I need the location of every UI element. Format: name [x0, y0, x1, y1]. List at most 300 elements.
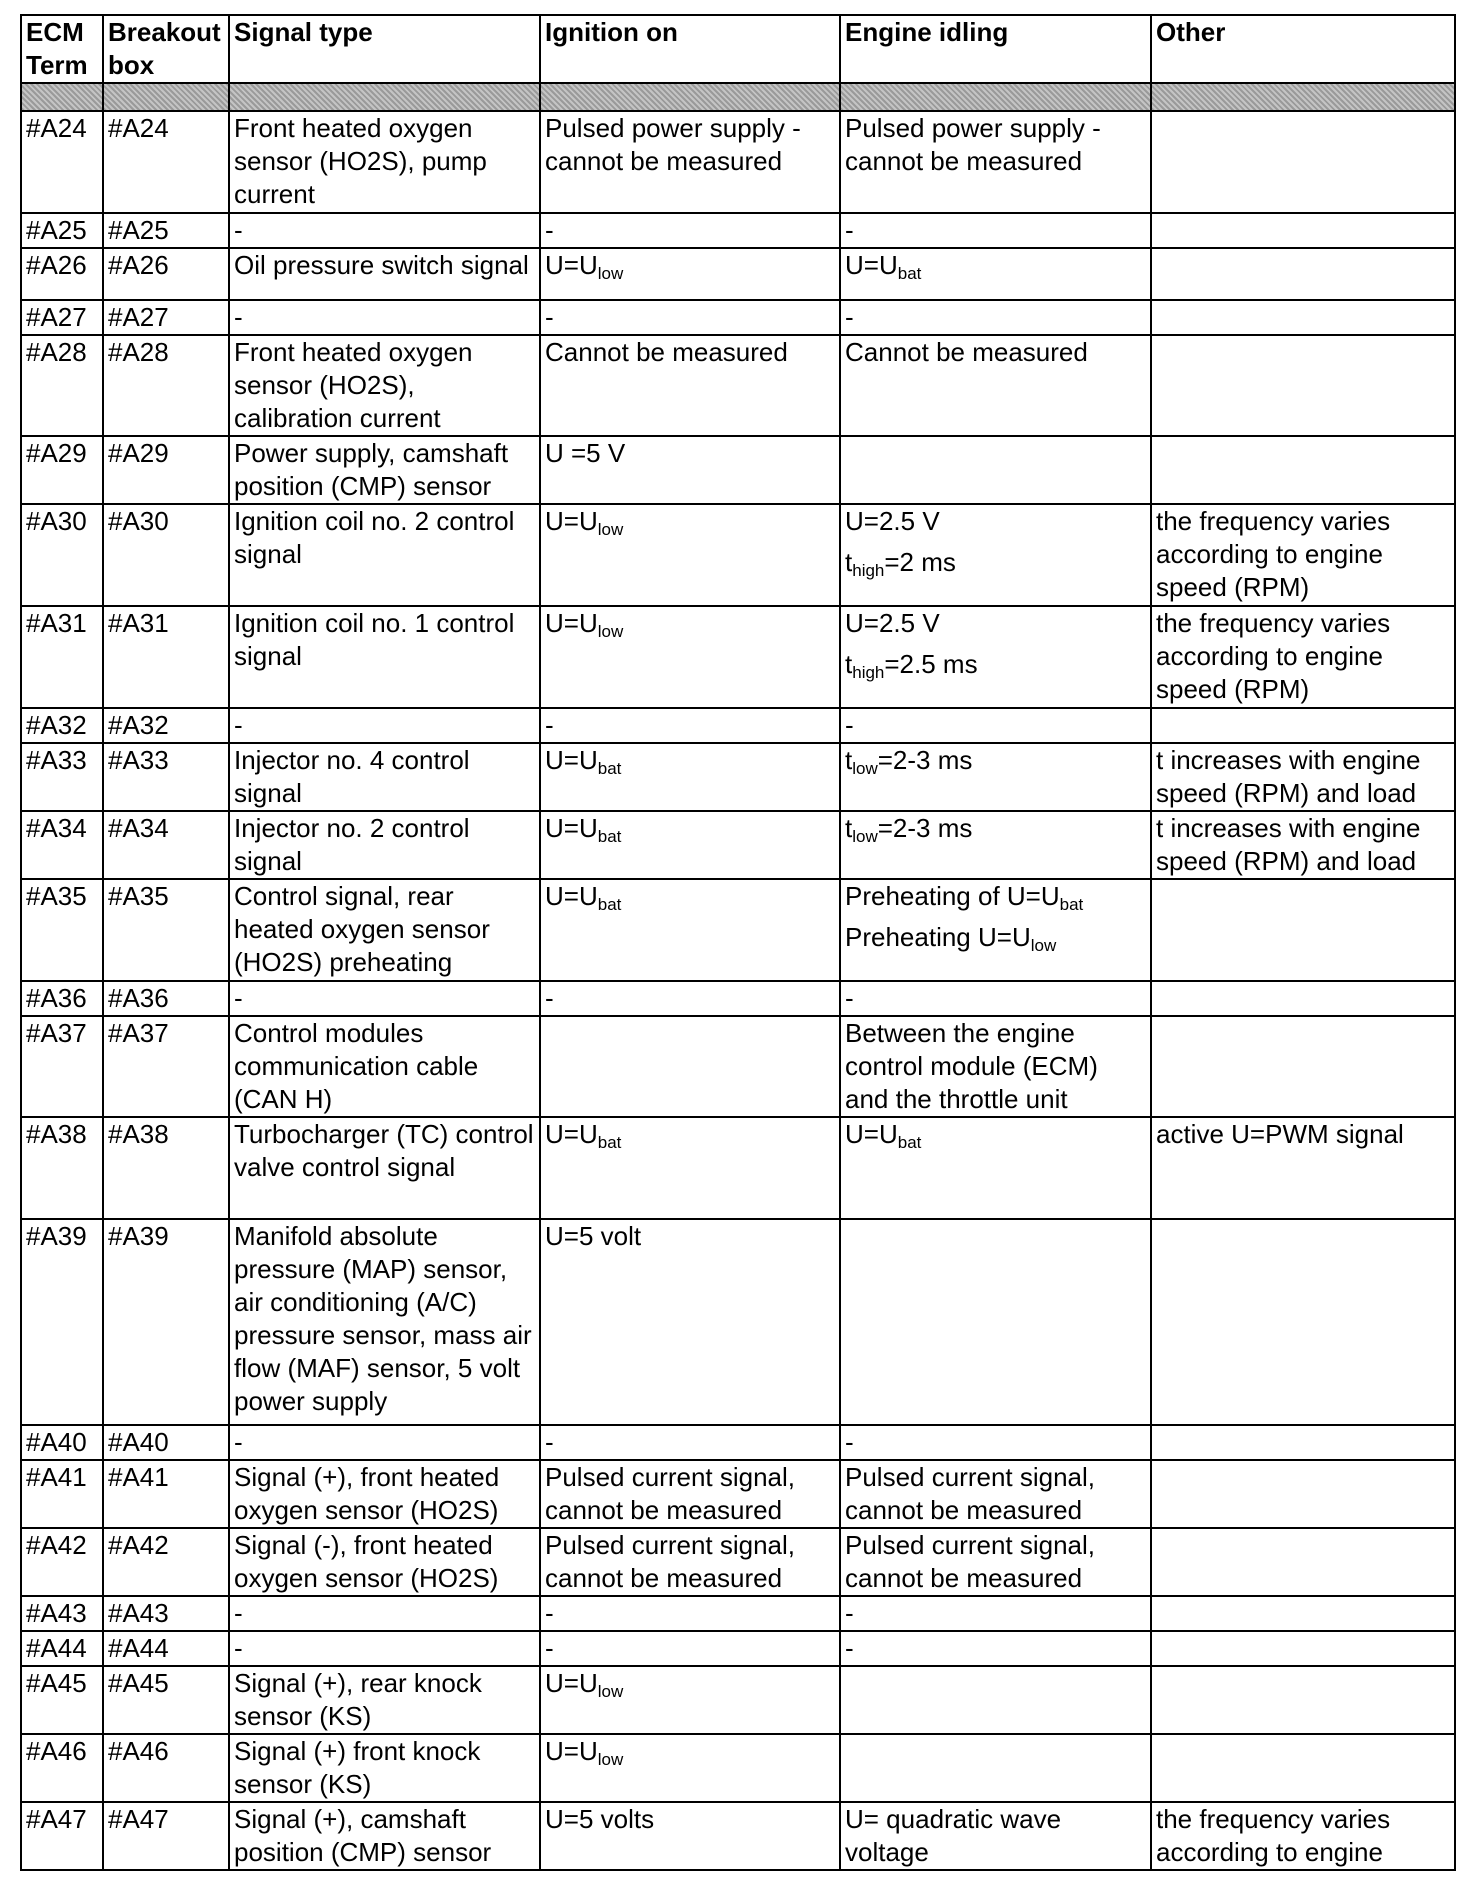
breakout-box-cell-text: #A41 [108, 1462, 169, 1492]
other-cell [1151, 1016, 1455, 1117]
engine-idling-cell [840, 111, 1151, 213]
other-cell-text: the frequency varies according to engine [1156, 1804, 1391, 1867]
signal-type-cell [229, 1596, 540, 1631]
signal-type-cell [229, 1528, 540, 1596]
other-cell [1151, 436, 1455, 504]
other-cell [1151, 504, 1455, 606]
ignition-on-cell-text: $U=U_{bat}$ [545, 745, 622, 778]
other-cell [1151, 335, 1455, 436]
ignition-on-cell [540, 708, 840, 743]
ecm-term-cell-text: #A42 [26, 1530, 87, 1560]
engine-idling-cell [840, 879, 1151, 981]
signal-type-cell-text: Signal (+), front heated oxygen sensor (HO2S) [234, 1462, 500, 1525]
breakout-box-cell [103, 708, 229, 743]
ecm-term-cell [21, 1016, 103, 1117]
signal-type-cell-text: Front heated oxygen sensor (HO2S), calibration current [234, 337, 473, 433]
table-row [21, 111, 1455, 213]
signal-type-cell-text: - [234, 710, 243, 740]
signal-type-cell-text: Signal (-), front heated oxygen sensor (HO2S) [234, 1530, 499, 1593]
table-row [21, 606, 1455, 708]
breakout-box-cell-text: #A31 [108, 608, 169, 638]
ecm-term-cell-text: #A37 [26, 1018, 87, 1048]
ecm-term-cell [21, 436, 103, 504]
ecm-term-cell-text: #A47 [26, 1804, 87, 1834]
ignition-on-cell-text: - [545, 710, 554, 740]
table-row [21, 300, 1455, 335]
ignition-on-cell [540, 1016, 840, 1117]
signal-type-cell-text: Signal (+), rear knock sensor (KS) [234, 1668, 482, 1731]
breakout-box-cell-text: #A28 [108, 337, 169, 367]
ignition-on-cell-text: Pulsed power supply - cannot be measured [545, 113, 801, 176]
other-cell [1151, 1425, 1455, 1460]
signal-type-cell-text: Control modules communication cable (CAN H) [234, 1018, 479, 1114]
ecm-term-cell [21, 1425, 103, 1460]
ecm-term-cell-text: #A34 [26, 813, 87, 843]
ecm-signal-table [20, 14, 1456, 1871]
signal-type-cell [229, 879, 540, 981]
ignition-on-cell-text: Pulsed current signal, cannot be measured [545, 1530, 796, 1593]
ecm-term-cell [21, 1117, 103, 1219]
ecm-term-cell-text: #A29 [26, 438, 87, 468]
other-cell [1151, 708, 1455, 743]
engine-idling-cell [840, 213, 1151, 248]
signal-type-cell [229, 111, 540, 213]
ecm-term-cell-text: #A32 [26, 710, 87, 740]
breakout-box-cell-text: #A40 [108, 1427, 169, 1457]
signal-type-cell-text: Injector no. 2 control signal [234, 813, 470, 876]
signal-type-cell-text: - [234, 983, 243, 1013]
ignition-on-cell [540, 879, 840, 981]
engine-idling-cell-text: U= quadratic wave voltage [845, 1804, 1062, 1867]
breakout-box-cell [103, 981, 229, 1016]
ecm-term-cell-text: #A45 [26, 1668, 87, 1698]
breakout-box-cell [103, 1631, 229, 1666]
table-row [21, 879, 1455, 981]
other-cell [1151, 1117, 1455, 1219]
ecm-term-cell-text: #A39 [26, 1221, 87, 1251]
engine-idling-cell-text: Pulsed current signal, cannot be measured [845, 1530, 1096, 1593]
engine-idling-cell [840, 1802, 1151, 1870]
engine-idling-cell-text: - [845, 1427, 854, 1457]
breakout-box-cell-text: #A30 [108, 506, 169, 536]
ecm-term-cell [21, 504, 103, 606]
ignition-on-cell [540, 1528, 840, 1596]
ignition-on-cell-text: $U=U_{bat}$ [545, 813, 622, 846]
signal-type-cell [229, 1666, 540, 1734]
table-row [21, 213, 1455, 248]
signal-type-cell-text: Oil pressure switch signal [234, 250, 529, 280]
signal-type-cell-text: Signal (+), camshaft position (CMP) sensor [234, 1804, 492, 1867]
breakout-box-cell-text: #A32 [108, 710, 169, 740]
ecm-term-cell [21, 708, 103, 743]
ecm-term-cell [21, 1802, 103, 1870]
breakout-box-cell [103, 1016, 229, 1117]
ecm-term-cell-text: #A31 [26, 608, 87, 638]
engine-idling-cell-text: $U=U_{bat}$ [845, 250, 922, 283]
engine-idling-cell-text: Between the engine control module (ECM) and the throttle unit [845, 1018, 1098, 1114]
signal-type-cell [229, 436, 540, 504]
ignition-on-cell [540, 1666, 840, 1734]
ignition-on-cell [540, 1460, 840, 1528]
ignition-on-cell-text: - [545, 983, 554, 1013]
signal-type-cell [229, 811, 540, 879]
breakout-box-cell [103, 743, 229, 811]
other-cell [1151, 213, 1455, 248]
ignition-on-cell [540, 1631, 840, 1666]
signal-type-cell-text: Front heated oxygen sensor (HO2S), pump current [234, 113, 487, 209]
header-engine-idling: Engine idling [840, 15, 1151, 83]
engine-idling-cell-text: Pulsed power supply - cannot be measured [845, 113, 1101, 176]
signal-type-cell [229, 1631, 540, 1666]
ecm-term-cell-text: #A40 [26, 1427, 87, 1457]
engine-idling-cell [840, 335, 1151, 436]
ecm-term-cell-text: #A35 [26, 881, 87, 911]
ecm-term-cell-text: #A24 [26, 113, 87, 143]
breakout-box-cell [103, 606, 229, 708]
ecm-term-cell [21, 811, 103, 879]
ignition-on-cell [540, 1117, 840, 1219]
breakout-box-cell [103, 335, 229, 436]
other-cell [1151, 300, 1455, 335]
ecm-term-cell [21, 213, 103, 248]
engine-idling-cell [840, 504, 1151, 606]
table-row [21, 436, 1455, 504]
engine-idling-cell [840, 1460, 1151, 1528]
breakout-box-cell [103, 1802, 229, 1870]
ignition-on-cell [540, 811, 840, 879]
other-cell-text: t increases with engine speed (RPM) and load [1156, 813, 1421, 876]
engine-idling-cell-text: $t_{high}=2$ ms [845, 547, 956, 580]
ignition-on-cell [540, 1425, 840, 1460]
ignition-on-cell-text: - [545, 1633, 554, 1663]
engine-idling-cell [840, 1666, 1151, 1734]
signal-type-cell [229, 1016, 540, 1117]
other-cell [1151, 1596, 1455, 1631]
ignition-on-cell-text: $U=U_{low}$ [545, 250, 624, 283]
engine-idling-cell-text: Preheating $U=U_{low}$ [845, 922, 1057, 955]
breakout-box-cell-text: #A46 [108, 1736, 169, 1766]
shaded-divider-row [21, 83, 1455, 111]
other-cell-text: the frequency varies according to engine speed (RPM) [1156, 608, 1391, 704]
breakout-box-cell [103, 111, 229, 213]
header-ecm-term: ECM Term [21, 15, 103, 83]
engine-idling-cell [840, 1734, 1151, 1802]
breakout-box-cell-text: #A36 [108, 983, 169, 1013]
ignition-on-cell [540, 1734, 840, 1802]
table-row [21, 1425, 1455, 1460]
breakout-box-cell [103, 1460, 229, 1528]
breakout-box-cell-text: #A37 [108, 1018, 169, 1048]
engine-idling-cell [840, 436, 1151, 504]
engine-idling-cell [840, 708, 1151, 743]
ignition-on-cell-text: - [545, 1427, 554, 1457]
breakout-box-cell [103, 879, 229, 981]
signal-type-cell-text: Injector no. 4 control signal [234, 745, 470, 808]
engine-idling-cell-text: - [845, 1598, 854, 1628]
engine-idling-cell [840, 606, 1151, 708]
engine-idling-cell [840, 1425, 1151, 1460]
breakout-box-cell [103, 504, 229, 606]
other-cell [1151, 1734, 1455, 1802]
ecm-term-cell-text: #A46 [26, 1736, 87, 1766]
signal-type-cell-text: - [234, 1598, 243, 1628]
ignition-on-cell [540, 504, 840, 606]
signal-type-cell [229, 1734, 540, 1802]
ecm-term-cell [21, 1219, 103, 1425]
ignition-on-cell [540, 981, 840, 1016]
breakout-box-cell-text: #A26 [108, 250, 169, 280]
ecm-term-cell [21, 300, 103, 335]
table-row [21, 708, 1455, 743]
signal-type-cell-text: Power supply, camshaft position (CMP) sensor [234, 438, 509, 501]
engine-idling-cell-text: $t_{high}=2.5$ ms [845, 649, 978, 682]
engine-idling-cell-text: Pulsed current signal, cannot be measured [845, 1462, 1096, 1525]
table-row [21, 743, 1455, 811]
other-cell [1151, 1528, 1455, 1596]
table-row [21, 1802, 1455, 1870]
other-cell [1151, 111, 1455, 213]
other-cell [1151, 606, 1455, 708]
engine-idling-cell-text: $t_{low}=2-3$ ms [845, 813, 973, 846]
signal-type-cell-text: Manifold absolute pressure (MAP) sensor, air conditioning (A/C) pressure sensor, mass air flow (MAF) sensor, 5 volt power supply [234, 1221, 532, 1416]
ignition-on-cell-text: $U=U_{bat}$ [545, 881, 622, 914]
other-cell [1151, 248, 1455, 300]
breakout-box-cell [103, 300, 229, 335]
table-row [21, 1631, 1455, 1666]
ignition-on-cell-text: U=5 volt [545, 1221, 642, 1251]
ecm-term-cell [21, 248, 103, 300]
other-cell-text: the frequency varies according to engine speed (RPM) [1156, 506, 1391, 602]
ecm-term-cell [21, 1528, 103, 1596]
ecm-term-cell-text: #A43 [26, 1598, 87, 1628]
ignition-on-cell-text: U =5 V [545, 438, 626, 468]
header-row [21, 15, 1455, 83]
ecm-term-cell-text: #A25 [26, 215, 87, 245]
signal-type-cell [229, 606, 540, 708]
breakout-box-cell [103, 1117, 229, 1219]
signal-type-cell-text: Signal (+) front knock sensor (KS) [234, 1736, 481, 1799]
signal-type-cell [229, 1117, 540, 1219]
ignition-on-cell-text: Cannot be measured [545, 337, 788, 367]
breakout-box-cell-text: #A33 [108, 745, 169, 775]
ignition-on-cell-text: - [545, 1598, 554, 1628]
other-cell [1151, 1460, 1455, 1528]
other-cell [1151, 1219, 1455, 1425]
other-cell [1151, 1666, 1455, 1734]
ecm-term-cell-text: #A38 [26, 1119, 87, 1149]
signal-type-cell [229, 300, 540, 335]
ecm-term-cell [21, 879, 103, 981]
ecm-term-cell-text: #A26 [26, 250, 87, 280]
engine-idling-cell-text: Cannot be measured [845, 337, 1088, 367]
table-row [21, 1016, 1455, 1117]
breakout-box-cell [103, 1734, 229, 1802]
engine-idling-cell-text: - [845, 983, 854, 1013]
signal-type-cell [229, 1219, 540, 1425]
breakout-box-cell-text: #A25 [108, 215, 169, 245]
engine-idling-cell [840, 811, 1151, 879]
breakout-box-cell [103, 1528, 229, 1596]
ecm-term-cell-text: #A41 [26, 1462, 87, 1492]
ecm-term-cell [21, 1596, 103, 1631]
breakout-box-cell [103, 1219, 229, 1425]
engine-idling-cell [840, 1528, 1151, 1596]
engine-idling-cell-text: U=2.5 V [845, 608, 940, 638]
engine-idling-cell-text: $t_{low}=2-3$ ms [845, 745, 973, 778]
ignition-on-cell [540, 1802, 840, 1870]
ignition-on-cell-text: $U=U_{low}$ [545, 506, 624, 539]
ecm-term-cell-text: #A30 [26, 506, 87, 536]
signal-type-cell [229, 213, 540, 248]
table-row [21, 1117, 1455, 1219]
ignition-on-cell [540, 743, 840, 811]
table-row [21, 1219, 1455, 1425]
signal-type-cell [229, 504, 540, 606]
ecm-term-cell [21, 335, 103, 436]
table-row [21, 981, 1455, 1016]
engine-idling-cell [840, 1117, 1151, 1219]
breakout-box-cell-text: #A47 [108, 1804, 169, 1834]
engine-idling-cell [840, 1631, 1151, 1666]
ignition-on-cell [540, 1219, 840, 1425]
ecm-term-cell-text: #A33 [26, 745, 87, 775]
signal-type-cell-text: - [234, 302, 243, 332]
ecm-term-cell [21, 1460, 103, 1528]
ignition-on-cell [540, 248, 840, 300]
other-cell [1151, 811, 1455, 879]
other-cell-text: t increases with engine speed (RPM) and load [1156, 745, 1421, 808]
table-row [21, 504, 1455, 606]
signal-type-cell-text: Ignition coil no. 1 control signal [234, 608, 515, 671]
engine-idling-cell-text: U=2.5 V [845, 506, 940, 536]
engine-idling-cell-text: Preheating of $U=U_{bat}$ [845, 881, 1084, 914]
ecm-term-cell-text: #A27 [26, 302, 87, 332]
signal-type-cell-text: Turbocharger (TC) control valve control signal [234, 1119, 534, 1182]
other-cell-text: active U=PWM signal [1156, 1119, 1404, 1149]
ignition-on-cell [540, 300, 840, 335]
engine-idling-cell-text: - [845, 215, 854, 245]
other-cell [1151, 1802, 1455, 1870]
ignition-on-cell-text: $U=U_{low}$ [545, 1668, 624, 1701]
signal-type-cell [229, 1802, 540, 1870]
table-row [21, 1666, 1455, 1734]
table-row [21, 335, 1455, 436]
ecm-term-cell [21, 743, 103, 811]
breakout-box-cell-text: #A29 [108, 438, 169, 468]
engine-idling-cell-text: - [845, 302, 854, 332]
breakout-box-cell [103, 436, 229, 504]
other-cell [1151, 743, 1455, 811]
ecm-term-cell-text: #A44 [26, 1633, 87, 1663]
header-breakout-box: Breakout box [103, 15, 229, 83]
ignition-on-cell-text: $U=U_{low}$ [545, 608, 624, 641]
ignition-on-cell-text: U=5 volts [545, 1804, 655, 1834]
ignition-on-cell [540, 111, 840, 213]
engine-idling-cell-text: $U=U_{bat}$ [845, 1119, 922, 1152]
signal-type-cell [229, 335, 540, 436]
signal-type-cell [229, 708, 540, 743]
signal-type-cell-text: - [234, 1427, 243, 1457]
other-cell [1151, 879, 1455, 981]
ignition-on-cell [540, 213, 840, 248]
other-cell [1151, 1631, 1455, 1666]
engine-idling-cell [840, 248, 1151, 300]
ignition-on-cell-text: $U=U_{low}$ [545, 1736, 624, 1769]
signal-type-cell-text: - [234, 1633, 243, 1663]
ignition-on-cell [540, 436, 840, 504]
table-row [21, 1460, 1455, 1528]
ecm-term-cell [21, 1734, 103, 1802]
signal-type-cell [229, 981, 540, 1016]
signal-type-cell-text: Ignition coil no. 2 control signal [234, 506, 515, 569]
signal-type-cell [229, 1460, 540, 1528]
engine-idling-cell [840, 743, 1151, 811]
header-signal-type: Signal type [229, 15, 540, 83]
ignition-on-cell [540, 1596, 840, 1631]
table-row [21, 1734, 1455, 1802]
ecm-term-cell [21, 1631, 103, 1666]
breakout-box-cell [103, 213, 229, 248]
breakout-box-cell [103, 248, 229, 300]
ecm-term-cell [21, 981, 103, 1016]
breakout-box-cell-text: #A27 [108, 302, 169, 332]
signal-type-cell [229, 1425, 540, 1460]
breakout-box-cell-text: #A35 [108, 881, 169, 911]
breakout-box-cell-text: #A34 [108, 813, 169, 843]
header-ignition-on: Ignition on [540, 15, 840, 83]
signal-type-cell [229, 248, 540, 300]
ignition-on-cell-text: - [545, 302, 554, 332]
ignition-on-cell [540, 606, 840, 708]
ecm-term-cell-text: #A28 [26, 337, 87, 367]
header-other: Other [1151, 15, 1455, 83]
breakout-box-cell-text: #A42 [108, 1530, 169, 1560]
breakout-box-cell-text: #A38 [108, 1119, 169, 1149]
ignition-on-cell-text: - [545, 215, 554, 245]
table-row [21, 1528, 1455, 1596]
breakout-box-cell [103, 1596, 229, 1631]
breakout-box-cell-text: #A45 [108, 1668, 169, 1698]
breakout-box-cell-text: #A43 [108, 1598, 169, 1628]
breakout-box-cell-text: #A39 [108, 1221, 169, 1251]
signal-type-cell-text: - [234, 215, 243, 245]
table-row [21, 811, 1455, 879]
engine-idling-cell [840, 1219, 1151, 1425]
ecm-term-cell [21, 1666, 103, 1734]
breakout-box-cell [103, 1425, 229, 1460]
engine-idling-cell [840, 1596, 1151, 1631]
signal-type-cell-text: Control signal, rear heated oxygen sensor (HO2S) preheating [234, 881, 490, 977]
ignition-on-cell-text: $U=U_{bat}$ [545, 1119, 622, 1152]
signal-type-cell [229, 743, 540, 811]
engine-idling-cell-text: - [845, 710, 854, 740]
ignition-on-cell [540, 335, 840, 436]
table-row [21, 248, 1455, 300]
other-cell [1151, 981, 1455, 1016]
engine-idling-cell-text: - [845, 1633, 854, 1663]
engine-idling-cell [840, 981, 1151, 1016]
ecm-term-cell-text: #A36 [26, 983, 87, 1013]
breakout-box-cell-text: #A44 [108, 1633, 169, 1663]
table-row [21, 1596, 1455, 1631]
engine-idling-cell [840, 1016, 1151, 1117]
ignition-on-cell-text: Pulsed current signal, cannot be measured [545, 1462, 796, 1525]
ecm-term-cell [21, 111, 103, 213]
breakout-box-cell-text: #A24 [108, 113, 169, 143]
breakout-box-cell [103, 1666, 229, 1734]
breakout-box-cell [103, 811, 229, 879]
ecm-term-cell [21, 606, 103, 708]
